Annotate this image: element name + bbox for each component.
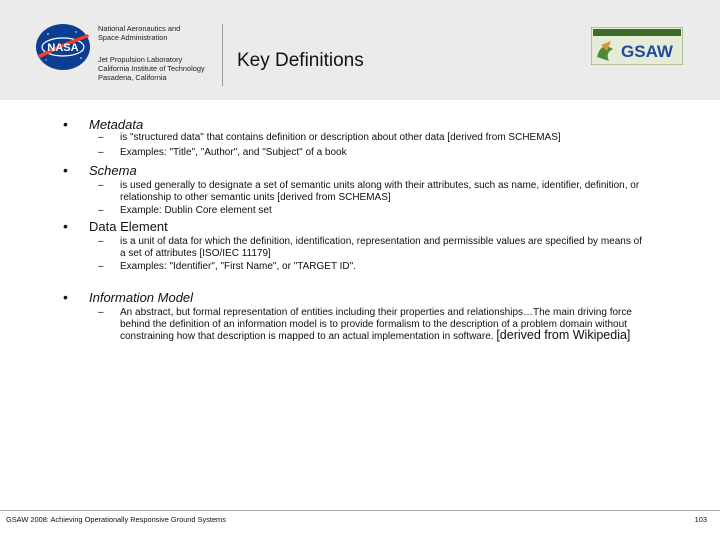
definition-text: Examples: "Title", "Author", and "Subject" of a book <box>120 147 347 158</box>
page-number: 103 <box>694 515 707 524</box>
term-data-element: Data Element <box>89 219 168 234</box>
gsaw-logo-icon <box>591 27 683 65</box>
dash-icon: – <box>98 132 104 143</box>
definition-text: Example: Dublin Core element set <box>120 205 272 216</box>
bullet-icon: • <box>63 162 68 178</box>
bullet-icon: • <box>63 116 68 132</box>
term-information-model: Information Model <box>89 290 194 305</box>
definition-text: is "structured data" that contains definition or description about other data [derived from SCHEMAS] <box>120 132 561 143</box>
header-divider <box>222 24 223 86</box>
nasa-logo-text: NASA <box>47 42 79 54</box>
dash-icon: – <box>98 236 104 247</box>
definition-text: Examples: "Identifier", "First Name", or "TARGET ID". <box>120 261 356 272</box>
slide-header <box>0 0 720 100</box>
definition-text <box>120 307 650 343</box>
dash-icon: – <box>98 180 104 191</box>
definition-text: is used generally to designate a set of semantic units along with their attributes, such as name, identifier, definition, or relationship to other semantic units [derived from SCHEMAS] <box>120 180 640 203</box>
definition-text: is a unit of data for which the definition, identification, representation and permissible values are specified by means of a set of attributes [ISO/IEC 11179] <box>120 236 642 259</box>
dash-icon: – <box>98 307 104 318</box>
gsaw-logo-text: GSAW <box>621 42 673 61</box>
dash-icon: – <box>98 205 104 216</box>
citation: [derived from Wikipedia] <box>496 328 631 342</box>
slide-title: Key Definitions <box>237 50 364 71</box>
term-metadata: Metadata <box>89 117 144 132</box>
footer-text: GSAW 2008: Achieving Operationally Responsive Ground Systems <box>6 515 226 524</box>
definition-body: An abstract, but formal representation of entities including their properties and relationships…The main driving force behind the definition of an information model is to provide formalism to the description of a problem domain without constraining how that description is mapped to an actual implementation in software. <box>120 307 632 342</box>
footer-divider <box>0 510 720 511</box>
agency-name: National Aeronautics and Space Administration <box>98 24 181 42</box>
dash-icon: – <box>98 261 104 272</box>
lab-address: Jet Propulsion Laboratory California Institute of Technology Pasadena, California <box>98 55 205 82</box>
nasa-logo-icon <box>34 22 92 72</box>
bullet-icon: • <box>63 289 68 305</box>
dash-icon: – <box>98 147 104 158</box>
bullet-icon: • <box>63 218 68 234</box>
term-schema: Schema <box>89 163 137 178</box>
